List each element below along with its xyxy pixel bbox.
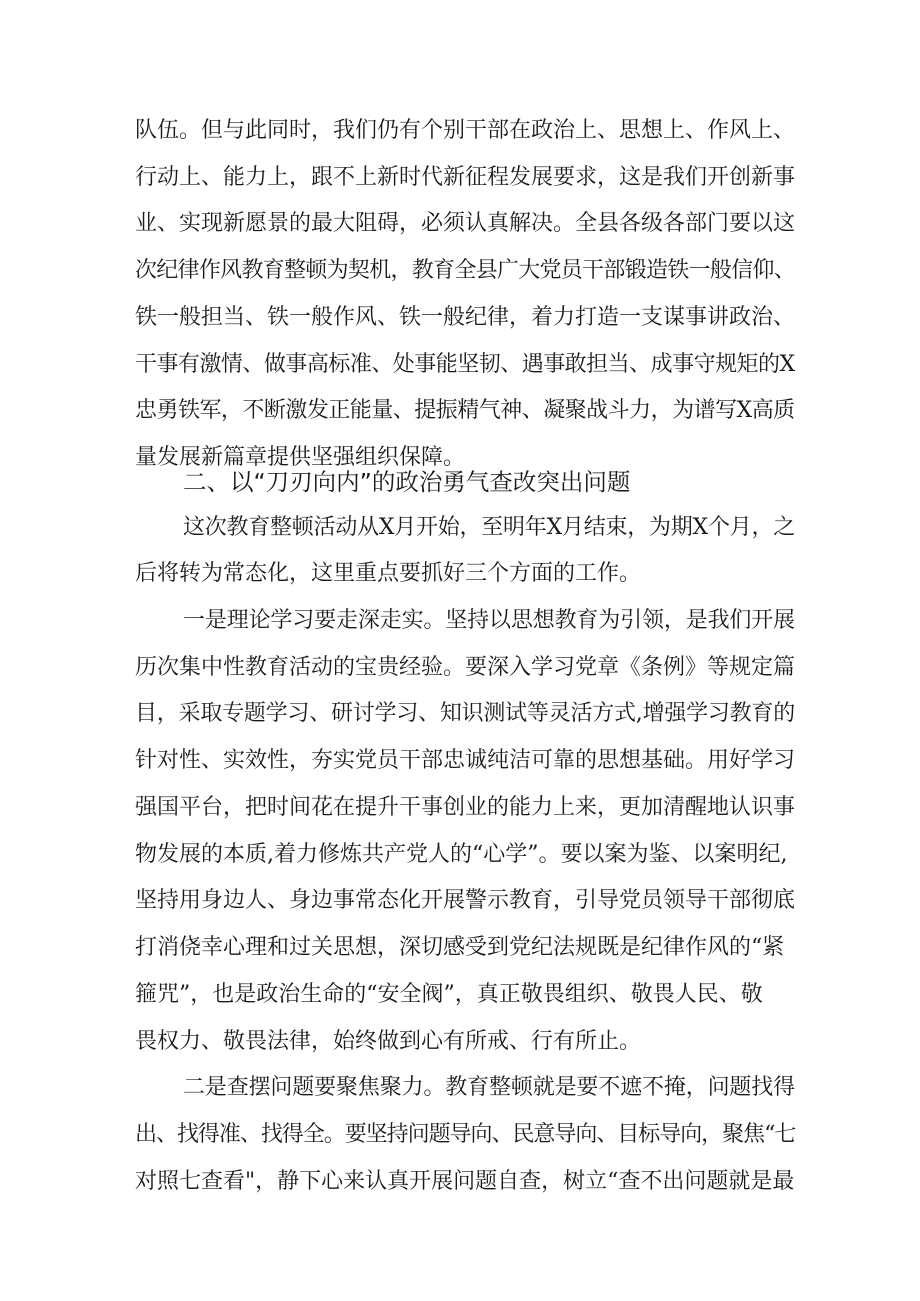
paragraph-line: 业、实现新愿景的最大阻碍，必须认真解决。全县各级各部门要以这 [135,211,796,236]
paragraph-line: 打消侥幸心理和过关思想，深切感受到党纪法规既是纪律作风的“紧 [135,935,785,960]
paragraph-line: 二是查摆问题要聚焦聚力。教育整顿就是要不遮不掩，问题找得 [183,1075,795,1100]
paragraph-line: 箍咒”，也是政治生命的“安全阀”，真正敬畏组织、敬畏人民、敬 [135,982,763,1007]
paragraph-line: 一是理论学习要走深走实。坚持以思想教育为引领，是我们开展 [183,608,795,633]
paragraph-line: 强国平台，把时间花在提升干事创业的能力上来，更加清醒地认识事 [135,795,796,820]
paragraph-line: 这次教育整顿活动从X月开始，至明年X月结束，为期X个月，之 [183,515,795,540]
paragraph-line: 对照七查看"，静下心来认真开展问题自查，树立“查不出问题就是最 [135,1169,795,1194]
paragraph-line: 量发展新篇章提供坚强组织保障。 [135,445,466,470]
paragraph-line: 历次集中性教育活动的宝贵经验。要深入学习党章《条例》等规定篇 [135,655,796,680]
paragraph-line: 目，采取专题学习、研讨学习、知识测试等灵活方式,增强学习教育的 [135,701,795,726]
section-heading: 二、以“刀刃向内”的政治勇气查改突出问题 [183,468,631,496]
paragraph-line: 后将转为常态化，这里重点要抓好三个方面的工作。 [135,561,642,586]
paragraph-line: 次纪律作风教育整顿为契机，教育全县广大党员干部锻造铁一般信仰、 [135,258,795,283]
paragraph-line: 队伍。但与此同时，我们仍有个别干部在政治上、思想上、作风上、 [135,118,796,143]
paragraph-line: 忠勇铁军，不断激发正能量、提振精气神、凝聚战斗力，为谱写X高质 [135,398,795,423]
paragraph-line: 出、找得准、找得全。要坚持问题导向、民意导向、目标导向，聚焦“七 [135,1122,796,1147]
paragraph-line: 坚持用身边人、身边事常态化开展警示教育，引导党员领导干部彻底 [135,888,796,913]
paragraph-line: 行动上、能力上，跟不上新时代新征程发展要求，这是我们开创新事 [135,165,796,190]
paragraph-line: 畏权力、敬畏法律，始终做到心有所戒、行有所止。 [135,1029,642,1054]
paragraph-line: 铁一般担当、铁一般作风、铁一般纪律，着力打造一支谋事讲政治、 [135,305,796,330]
paragraph-line: 针对性、实效性，夯实党员干部忠诚纯洁可靠的思想基础。用好学习 [135,748,796,773]
paragraph-line: 物发展的本质,着力修炼共产党人的“心学”。要以案为鉴、以案明纪, [135,842,788,867]
paragraph-line: 干事有激情、做事高标准、处事能坚韧、遇事敢担当、成事守规矩的X [135,352,795,377]
